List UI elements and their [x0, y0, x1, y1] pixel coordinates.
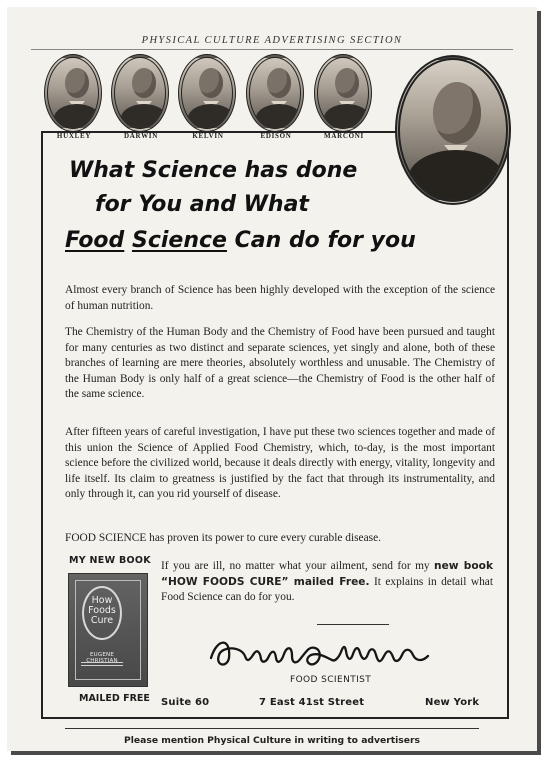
body-paragraph-1: Almost every branch of Science has been highly developed with the exception of the science of human nutrition.	[65, 284, 495, 312]
headline-line-2: for You and What	[95, 192, 309, 217]
footer-rule	[65, 728, 479, 729]
portrait-name: EDISON	[260, 132, 292, 140]
offer-tail: It explains in detail what Food Science can do for you.	[161, 575, 493, 604]
headline-line-1: What Science has done	[69, 158, 358, 183]
body-paragraph-4: FOOD SCIENCE has proven its power to cure every curable disease.	[65, 532, 382, 544]
running-head: PHYSICAL CULTURE ADVERTISING SECTION	[141, 35, 403, 46]
signature-title: FOOD SCIENTIST	[290, 675, 372, 685]
portrait-name: DARWIN	[124, 132, 158, 140]
headline-science: Science	[131, 228, 227, 253]
mailed-free-label: MAILED FREE	[79, 693, 150, 704]
portrait-huxley	[44, 54, 102, 132]
headline-line-3	[65, 230, 416, 252]
large-portrait	[395, 55, 511, 205]
offer-bold: new book “HOW FOODS CURE” mailed Free.	[161, 560, 493, 588]
footer-note: Please mention Physical Culture in writing to advertisers	[124, 735, 420, 746]
portrait-kelvin	[178, 54, 236, 132]
portrait-darwin	[111, 54, 169, 132]
offer-copy	[161, 559, 493, 606]
portrait-name: HUXLEY	[56, 132, 92, 140]
address-city: New York	[425, 697, 480, 708]
portrait-name: MARCONI	[324, 132, 364, 140]
body-paragraph-3: After fifteen years of careful investigation, I have put these two sciences together and made of this union the Science of Applied Food Chemistry, which, to-day, is the most important science before the civilized world, because it deals directly with energy, vitality, longevity and life itself. Its claim to greatness is justified by the fact that through its instrumentality, and only through it, can you rid yourself of disease.	[65, 426, 495, 500]
signature-rule	[317, 624, 389, 625]
book-label: MY NEW BOOK	[69, 555, 151, 566]
top-rule	[31, 49, 513, 50]
signature	[203, 628, 443, 674]
portrait-marconi	[314, 54, 372, 132]
portrait-edison	[246, 54, 304, 132]
address-suite: Suite 60	[161, 697, 210, 708]
advertisement-page	[7, 7, 537, 751]
portrait-name: KELVIN	[192, 132, 224, 140]
address-street: 7 East 41st Street	[259, 697, 365, 708]
book-author: EUGENE CHRISTIAN	[86, 652, 118, 664]
headline-food: Food	[65, 228, 125, 253]
book-cover	[68, 573, 148, 687]
offer-intro: If you are ill, no matter what your ailment, send for my	[161, 560, 430, 572]
book-title: How Foods Cure	[88, 595, 116, 626]
headline-rest: Can do for you	[234, 228, 416, 253]
body-paragraph-2: The Chemistry of the Human Body and the Chemistry of Food have been pursued and taught for many centuries as two distinct and separate sciences, yet singly and alone, both of these branches of learning are mere theories, absolutely worthless and unusable. The Chemistry of the Human Body is only half of a great science—the Chemistry of Food is the other half of the same science.	[65, 326, 495, 400]
